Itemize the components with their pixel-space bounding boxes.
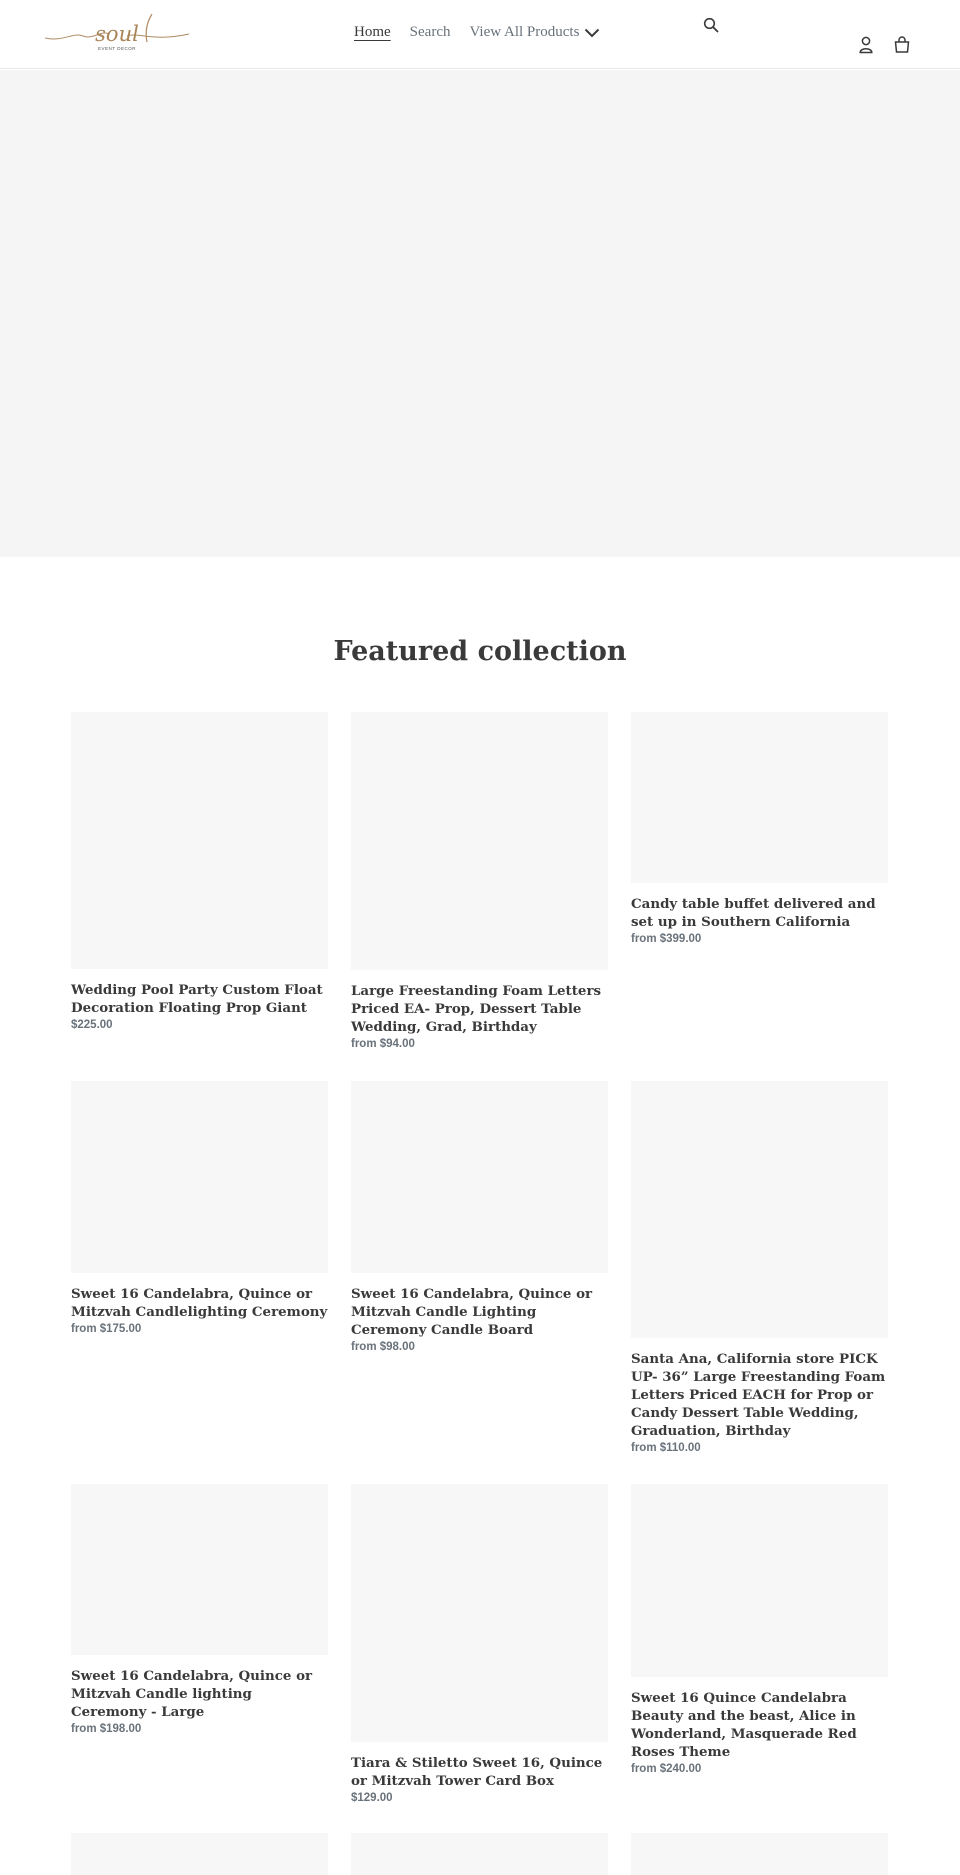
product-image — [71, 1081, 328, 1273]
product-card[interactable] — [351, 712, 608, 1050]
product-title: Santa Ana, California store PICK UP- 36” Large Freestanding Foam Letters Priced EACH for Prop or Candy Dessert Table Wedding, Graduation, Birthday — [631, 1351, 886, 1439]
product-image — [351, 1081, 608, 1273]
product-title: Sweet 16 Candelabra, Quince or Mitzvah Candle Lighting Ceremony Candle Board — [351, 1286, 593, 1338]
product-title: Large Freestanding Foam Letters Priced EA- Prop, Dessert Table Wedding, Grad, Birthday — [351, 983, 602, 1035]
product-image — [71, 712, 328, 969]
site-logo[interactable] — [43, 12, 191, 52]
search-button[interactable] — [703, 17, 719, 37]
cart-icon — [894, 36, 910, 53]
product-image — [71, 1833, 328, 1875]
product-card[interactable] — [71, 1484, 328, 1735]
product-price: from $94.00 — [351, 1038, 415, 1050]
svg-text:soul: soul — [95, 22, 139, 46]
product-card[interactable] — [351, 1833, 608, 1875]
featured-collection-title: Featured collection — [333, 636, 627, 667]
product-card[interactable] — [71, 712, 328, 1031]
product-title: Wedding Pool Party Custom Float Decoration Floating Prop Giant — [71, 982, 323, 1016]
cart-button[interactable] — [894, 36, 910, 57]
product-card[interactable] — [71, 1081, 328, 1335]
product-price: from $175.00 — [71, 1323, 142, 1335]
product-image — [351, 712, 608, 970]
product-card[interactable] — [631, 1833, 888, 1875]
nav-view-all-products-label: View All Products — [469, 24, 580, 40]
product-image — [351, 1484, 608, 1742]
nav-search[interactable]: Search — [409, 24, 451, 40]
logo-image — [43, 12, 191, 52]
product-card[interactable] — [631, 1484, 888, 1775]
main-nav — [354, 24, 619, 41]
search-icon — [703, 17, 719, 33]
user-icon — [859, 36, 873, 54]
product-card[interactable] — [351, 1081, 608, 1353]
product-price: from $198.00 — [71, 1723, 142, 1735]
product-title: Sweet 16 Candelabra, Quince or Mitzvah Candlelighting Ceremony — [71, 1286, 328, 1320]
product-price: $129.00 — [351, 1792, 393, 1804]
nav-view-all-products[interactable] — [469, 24, 600, 41]
product-image — [71, 1484, 328, 1655]
product-card[interactable] — [631, 1081, 888, 1454]
product-title: Tiara & Stiletto Sweet 16, Quince or Mitzvah Tower Card Box — [351, 1755, 603, 1789]
product-card[interactable] — [71, 1833, 328, 1875]
product-price: from $98.00 — [351, 1341, 415, 1353]
site-header — [0, 0, 960, 69]
product-card[interactable] — [631, 712, 888, 945]
product-price: from $240.00 — [631, 1763, 702, 1775]
product-image — [351, 1833, 608, 1875]
product-card[interactable] — [351, 1484, 608, 1804]
product-price: $225.00 — [71, 1019, 113, 1031]
product-image — [631, 712, 888, 883]
product-image — [631, 1833, 888, 1875]
product-price: from $110.00 — [631, 1442, 701, 1454]
product-image — [631, 1484, 888, 1677]
product-title: Candy table buffet delivered and set up in Southern California — [631, 896, 876, 930]
account-button[interactable] — [859, 36, 873, 58]
hero-banner — [0, 70, 960, 557]
product-price: from $399.00 — [631, 933, 702, 945]
svg-text:EVENT DECOR: EVENT DECOR — [98, 46, 136, 51]
chevron-down-icon — [584, 28, 600, 38]
product-image — [631, 1081, 888, 1338]
product-title: Sweet 16 Quince Candelabra Beauty and the beast, Alice in Wonderland, Masquerade Red Roses Theme — [631, 1690, 857, 1760]
nav-home[interactable]: Home — [354, 24, 391, 40]
product-title: Sweet 16 Candelabra, Quince or Mitzvah Candle lighting Ceremony - Large — [71, 1668, 313, 1720]
